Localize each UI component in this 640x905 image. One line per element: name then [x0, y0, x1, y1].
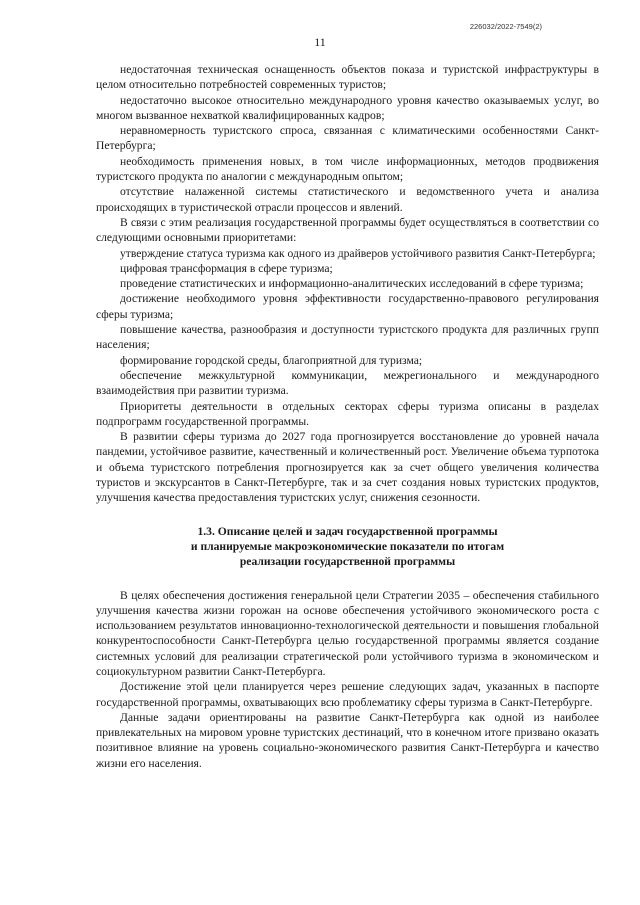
document-registration-number: 226032/2022-7549(2) [469, 22, 542, 31]
section-heading-line: реализации государственной программы [239, 555, 456, 569]
paragraph: необходимость применения новых, в том числе информационных, методов продвижения туристского продукта по аналогии с международным опытом; [96, 154, 599, 184]
section-heading-line: и планируемые макроэкономические показатели по итогам [190, 539, 505, 553]
paragraph: В целях обеспечения достижения генеральной цели Стратегии 2035 – обеспечения стабильного улучшения качества жизни горожан на основе обеспечения устойчивого экономического роста с использованием результатов инновационно-технологической деятельности и повышения глобальной конкурентоспособности Санкт-Петербурга целью государственной программы является создание системных условий для реализации стратегической роли устойчивого туризма в экономическом и социокультурном развитии Санкт-Петербурга. [96, 588, 599, 678]
paragraph: В развитии сферы туризма до 2027 года прогнозируется восстановление до уровней начала пандемии, устойчивое развитие, качественный и количественный рост. Увеличение объема турпотока и объема туристского потребления прогнозируется как за счет общего увеличения количества туристов и экскурсантов в Санкт-Петербурге, так и за счет создания новых туристских продуктов, улучшения качества предоставления туристских услуг, снижения сезонности. [96, 430, 599, 505]
paragraph: Достижение этой цели планируется через решение следующих задач, указанных в паспорте государственной программы, охватывающих всю проблематику сферы туризма в Санкт-Петербурге. [96, 680, 599, 709]
paragraph: достижение необходимого уровня эффективности государственно-правового регулирования сферы туризма; [96, 292, 599, 321]
paragraph: повышение качества, разнообразия и доступности туристского продукта для различных групп населения; [96, 323, 599, 352]
paragraph: недостаточно высокое относительно международного уровня качество оказываемых услуг, во многом вызванное нехваткой квалифицированных кадров; [96, 93, 599, 122]
paragraph: обеспечение межкультурной коммуникации, межрегионального и международного взаимодействия при развитии туризма. [96, 368, 599, 398]
paragraph: утверждение статуса туризма как одного из драйверов устойчивого развития Санкт-Петербурга; [120, 246, 596, 260]
section-heading-line: 1.3. Описание целей и задач государственной программы [197, 524, 498, 538]
paragraph: неравномерность туристского спроса, связанная с климатическими особенностями Санкт-Петербурга; [96, 124, 599, 153]
page-number: 11 [314, 35, 326, 49]
document-body [96, 62, 599, 771]
paragraph: проведение статистических и информационно-аналитических исследований в сфере туризма; [120, 277, 584, 291]
paragraph: формирование городской среды, благоприятной для туризма; [120, 353, 423, 367]
paragraph: В связи с этим реализация государственной программы будет осуществляться в соответствии со следующими основными приоритетами: [96, 215, 599, 245]
paragraph: отсутствие налаженной системы статистического и ведомственного учета и анализа происходящих в туристической отрасли процессов и явлений. [96, 185, 599, 214]
paragraph: Приоритеты деятельности в отдельных секторах сферы туризма описаны в разделах подпрограмм государственной программы. [96, 399, 599, 428]
paragraph: цифровая трансформация в сфере туризма; [120, 261, 333, 275]
section-heading [96, 524, 599, 570]
paragraph: недостаточная техническая оснащенность объектов показа и туристской инфраструктуры в целом относительно потребностей современных туристов; [96, 63, 599, 92]
paragraph: Данные задачи ориентированы на развитие Санкт-Петербурга как одной из наиболее привлекательных на мировом уровне туристских дестинаций, что в конечном итоге призвано оказать позитивное влияние на уровень социально-экономического развития Санкт-Петербурга и качество жизни его населения. [96, 710, 599, 770]
